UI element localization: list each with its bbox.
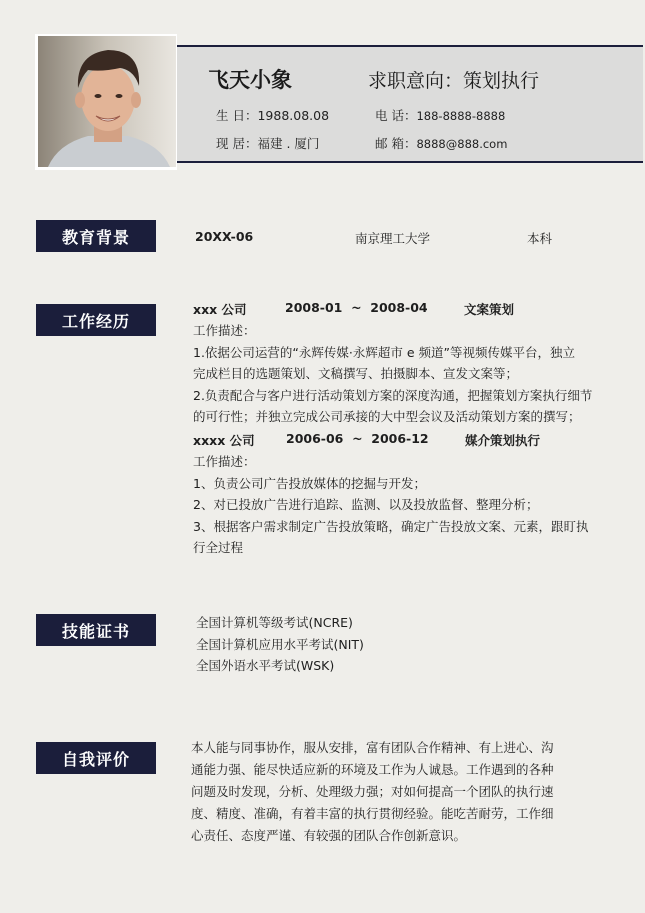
job-1-desc-label: 工作描述： (193, 323, 256, 338)
job-2-company: xxxx 公司 (193, 433, 255, 448)
skill-item: 全国外语水平考试(WSK) (196, 658, 335, 674)
residence-value: 福建 . 厦门 (257, 136, 320, 151)
job-2-description (193, 451, 613, 559)
email-label: 邮 箱： (375, 136, 417, 151)
education-date: 20XX-06 (195, 229, 254, 244)
header-top-rule (176, 45, 643, 47)
self-eval-line: 通能力强、能尽快适应新的环境及工作为人诚恳。工作遇到的各种 (191, 762, 554, 777)
phone-label: 电 话： (375, 108, 417, 123)
job-2-line: 3、根据客户需求制定广告投放策略，确定广告投放文案、元素，跟盯执 (193, 518, 589, 534)
self-eval-line: 本人能与同事协作，服从安排，富有团队合作精神、有上进心、沟 (191, 740, 554, 755)
self-eval-line: 心责任、态度严谨、有较强的团队合作创新意识。 (191, 828, 467, 843)
phone-row (375, 106, 505, 124)
header-bottom-rule (176, 161, 643, 163)
email-row (375, 134, 507, 152)
job-intent: 求职意向：策划执行 (368, 70, 540, 92)
residence-row (216, 134, 319, 152)
job-2-period: 2006-06 ~ 2006-12 (286, 431, 429, 446)
job-2-line: 2、对已投放广告进行追踪、监测、以及投放监督、整理分析； (193, 497, 539, 513)
job-1-position: 文案策划 (464, 302, 515, 317)
job-1-description (193, 320, 613, 428)
skill-item: 全国计算机等级考试(NCRE) (196, 615, 353, 630)
work-section-label: 工作经历 (36, 304, 156, 336)
skill-item: 全国计算机应用水平考试(NIT) (196, 636, 364, 652)
education-school: 南京理工大学 (355, 231, 431, 246)
self-eval-line: 度、精度、准确，有着丰富的执行贯彻经验。能吃苦耐劳，工作细 (191, 806, 554, 821)
job-2-line: 1、负责公司广告投放媒体的挖掘与开发； (193, 475, 426, 491)
job-1-line: 完成栏目的选题策划、文稿撰写、拍摄脚本、宣发文案等； (193, 366, 519, 382)
birth-label: 生 日： (216, 108, 258, 123)
job-1-line: 1.依据公司运营的“永辉传媒·永辉超市 e 频道”等视频传媒平台，独立 (193, 344, 575, 360)
job-2-desc-label: 工作描述： (193, 454, 256, 469)
self-eval-section-label: 自我评价 (36, 742, 156, 774)
residence-label: 现 居： (216, 136, 258, 151)
job-1-company: xxx 公司 (193, 302, 247, 317)
self-eval-line: 问题及时发现，分析、处理级力强；对如何提高一个团队的执行速 (191, 784, 554, 799)
education-degree: 本科 (527, 231, 553, 246)
job-1-line: 的可行性；并独立完成公司承接的大中型会议及活动策划方案的撰写； (193, 409, 581, 425)
job-2-line: 行全过程 (193, 540, 244, 556)
skills-list (196, 612, 496, 677)
phone-value: 188-8888-8888 (416, 109, 506, 123)
skills-section-label: 技能证书 (36, 614, 156, 646)
email-value: 8888@888.com (416, 137, 508, 151)
self-eval-text (191, 737, 611, 847)
job-1-period: 2008-01 ~ 2008-04 (285, 300, 428, 315)
job-1-line: 2.负责配合与客户进行活动策划方案的深度沟通，把握策划方案执行细节 (193, 387, 593, 403)
birth-row (216, 106, 329, 124)
candidate-name: 飞天小象 (208, 68, 292, 92)
education-section-label: 教育背景 (36, 220, 156, 252)
profile-photo (38, 36, 176, 167)
birth-value: 1988.08.08 (257, 108, 330, 123)
job-2-position: 媒介策划执行 (465, 433, 541, 448)
